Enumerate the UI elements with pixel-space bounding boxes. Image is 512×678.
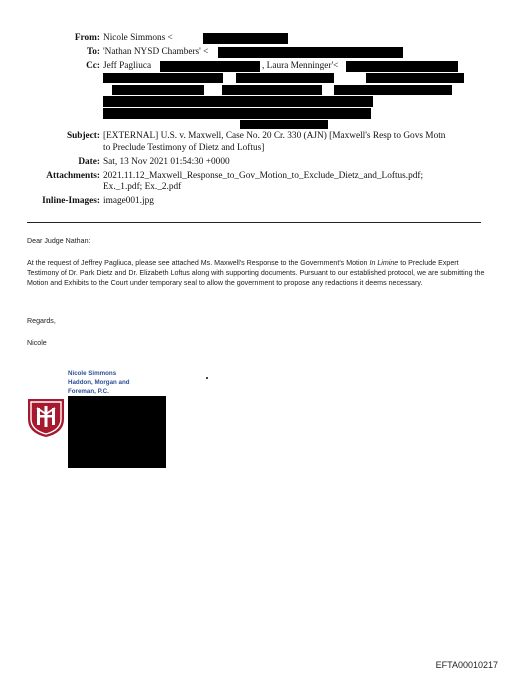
signoff: Nicole xyxy=(27,339,47,347)
header-divider xyxy=(27,222,481,223)
redaction-box xyxy=(240,120,328,129)
redaction-box xyxy=(366,73,464,83)
redaction-box xyxy=(346,61,458,72)
signature-firm-line-2: Foreman, P.C. xyxy=(68,388,109,395)
subject-line-1: [EXTERNAL] U.S. v. Maxwell, Case No. 20 Cr. 330 (AJN) [Maxwell's Resp to Govs Motn xyxy=(103,131,446,141)
cc-value: Jeff Pagliuca xyxy=(103,61,152,71)
redaction-box xyxy=(203,33,288,44)
signature-firm-line-1: Haddon, Morgan and xyxy=(68,379,130,386)
to-label: To: xyxy=(86,47,100,57)
attachments-line-2: Ex._1.pdf; Ex._2.pdf xyxy=(103,182,182,192)
attachments-line-1: 2021.11.12_Maxwell_Response_to_Gov_Motion_to_Exclude_Dietz_and_Loftus.pdf; xyxy=(103,171,424,181)
attachments-label: Attachments: xyxy=(46,171,100,181)
salutation: Dear Judge Nathan: xyxy=(27,237,91,245)
closing: Regards, xyxy=(27,317,56,325)
redaction-box xyxy=(103,96,373,107)
stray-dot xyxy=(206,377,208,379)
redaction-box xyxy=(218,47,403,58)
redaction-box xyxy=(68,396,166,468)
inline-images-label: Inline-Images: xyxy=(42,196,100,206)
subject-line-2: to Preclude Testimony of Dietz and Loftus] xyxy=(103,143,265,153)
document-id: EFTA00010217 xyxy=(435,660,498,670)
redaction-box xyxy=(160,61,260,72)
redaction-box xyxy=(236,73,334,83)
date-label: Date: xyxy=(78,157,100,167)
redaction-box xyxy=(112,85,204,95)
body-paragraph: At the request of Jeffrey Pagliuca, please see attached Ms. Maxwell's Response to the Government's Motion In Limine to Preclude Expert Testimony of Dr. Park Dietz and Dr. Elizabeth Loftus along with supporting documents. Pursuant to our established protocol, we are submitting the Motion and Exhibits to the Court under temporary seal to allow the government to propose any redactions it deems necessary. xyxy=(27,259,485,287)
from-label: From: xyxy=(74,33,100,43)
redaction-box xyxy=(222,85,322,95)
redaction-box xyxy=(103,73,223,83)
date-value: Sat, 13 Nov 2021 01:54:30 +0000 xyxy=(103,157,230,167)
cc-label: Cc: xyxy=(86,61,100,71)
to-value: 'Nathan NYSD Chambers' < xyxy=(103,47,209,57)
redaction-box xyxy=(334,85,452,95)
redaction-box xyxy=(103,108,371,119)
subject-label: Subject: xyxy=(66,131,100,141)
inline-images-value: image001.jpg xyxy=(103,196,154,206)
from-value: Nicole Simmons < xyxy=(103,33,173,43)
italic-term: In Limine xyxy=(369,259,399,267)
cc-value-2: , Laura Menninger'< xyxy=(262,61,339,71)
firm-logo-icon xyxy=(26,397,66,439)
signature-name: Nicole Simmons xyxy=(68,370,117,377)
